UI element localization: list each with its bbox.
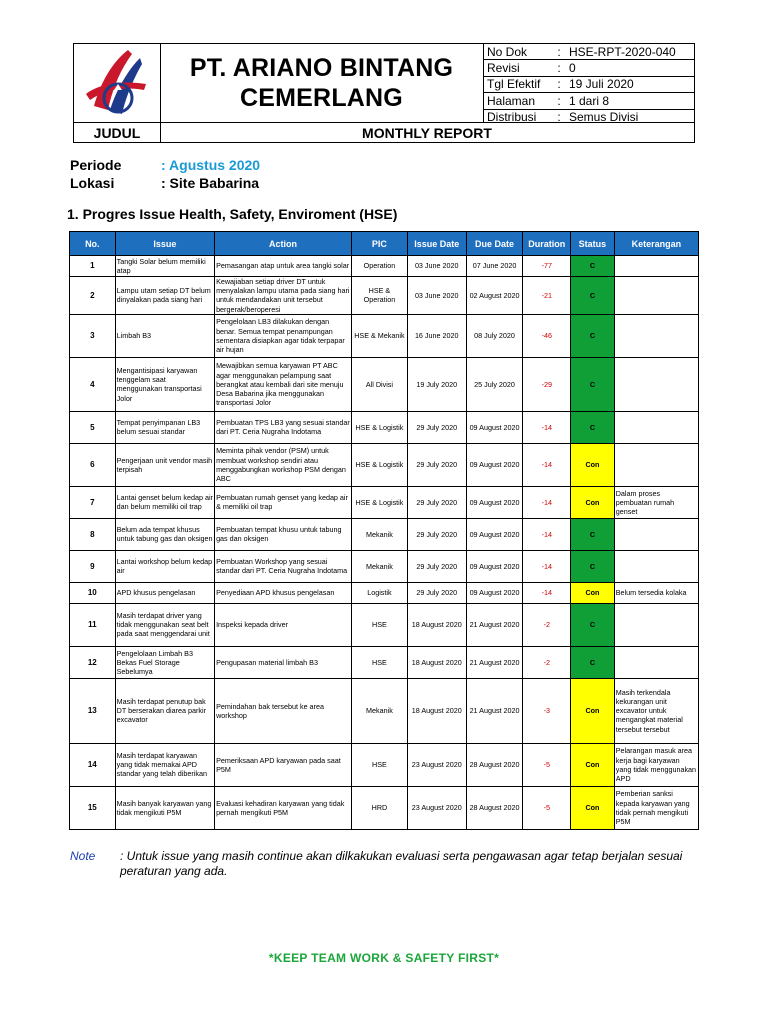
meta-row xyxy=(483,44,695,60)
cell-pic: Mekanik xyxy=(352,678,408,743)
cell-status: Con xyxy=(571,443,615,486)
cell-issue: Masih terdapat karyawan yang tidak memakai APD standar yang telah diberikan xyxy=(115,743,214,786)
cell-status: C xyxy=(571,550,615,582)
cell-duration: -21 xyxy=(523,277,571,315)
table-row xyxy=(70,256,699,277)
meta-key: Distribusi xyxy=(487,110,537,125)
cell-issue-date: 29 July 2020 xyxy=(407,486,466,518)
hse-issue-table xyxy=(69,231,699,830)
cell-due-date: 07 June 2020 xyxy=(466,256,523,277)
cell-no: 9 xyxy=(70,550,116,582)
cell-action: Penyediaan APD khusus pengelasan xyxy=(215,582,352,603)
cell-duration: -46 xyxy=(523,314,571,357)
cell-issue-date: 18 August 2020 xyxy=(407,603,466,646)
cell-duration: -14 xyxy=(523,550,571,582)
cell-due-date: 21 August 2020 xyxy=(466,646,523,678)
cell-issue-date: 29 July 2020 xyxy=(407,518,466,550)
cell-no: 8 xyxy=(70,518,116,550)
meta-value: 0 xyxy=(565,60,695,76)
cell-action: Pemindahan bak tersebut ke area workshop xyxy=(215,678,352,743)
cell-pic: HSE & Logistik xyxy=(352,443,408,486)
cell-issue-date: 23 August 2020 xyxy=(407,786,466,829)
cell-due-date: 28 August 2020 xyxy=(466,786,523,829)
lokasi-label: Lokasi xyxy=(70,175,115,191)
cell-issue: Tangki Solar belum memiliki atap xyxy=(115,256,214,277)
cell-action: Inspeksi kepada driver xyxy=(215,603,352,646)
meta-key: Revisi xyxy=(483,60,553,76)
column-header: Issue xyxy=(115,232,214,256)
cell-issue: Lantai genset belum kedap air dan belum memiliki oil trap xyxy=(115,486,214,518)
cell-due-date: 25 July 2020 xyxy=(466,357,523,411)
table-row xyxy=(70,582,699,603)
company-name xyxy=(160,44,484,122)
cell-duration: -29 xyxy=(523,357,571,411)
meta-value: Semus Divisi xyxy=(569,110,639,125)
cell-issue-date: 18 August 2020 xyxy=(407,646,466,678)
note-text: : Untuk issue yang masih continue akan dilkakukan evaluasi serta pengawasan agar tetap berjalan sesuai peraturan yang ada. xyxy=(120,849,683,878)
table-row xyxy=(70,786,699,829)
cell-ket: Belum tersedia kolaka xyxy=(614,582,698,603)
cell-duration: -77 xyxy=(523,256,571,277)
cell-ket: Masih terkendala kekurangan unit excavator untuk mengangkat material tersebut tersebut xyxy=(614,678,698,743)
cell-no: 6 xyxy=(70,443,116,486)
cell-action: Pembuatan Workshop yang sesuai standar dari PT. Ceria Nugraha Indotama xyxy=(215,550,352,582)
cell-status: C xyxy=(571,256,615,277)
footer-slogan: *KEEP TEAM WORK & SAFETY FIRST* xyxy=(268,951,500,965)
cell-ket xyxy=(614,603,698,646)
cell-no: 13 xyxy=(70,678,116,743)
cell-issue: APD khusus pengelasan xyxy=(115,582,214,603)
cell-issue-date: 29 July 2020 xyxy=(407,411,466,443)
column-header: Duration xyxy=(523,232,571,256)
cell-pic: Operation xyxy=(352,256,408,277)
cell-status: Con xyxy=(571,743,615,786)
meta-sep: : xyxy=(553,60,565,76)
cell-ket xyxy=(614,646,698,678)
cell-ket xyxy=(614,256,698,277)
meta-sep: : xyxy=(553,44,565,60)
cell-duration: -14 xyxy=(523,411,571,443)
cell-issue-date: 03 June 2020 xyxy=(407,256,466,277)
table-row xyxy=(70,550,699,582)
cell-issue: Masih banyak karyawan yang tidak mengikuti P5M xyxy=(115,786,214,829)
cell-due-date: 09 August 2020 xyxy=(466,486,523,518)
cell-issue: Masih terdapat driver yang tidak menggunakan seat belt pada saat menggendarai unit xyxy=(115,603,214,646)
table-row xyxy=(70,357,699,411)
cell-status: C xyxy=(571,357,615,411)
cell-action: Pengelolaan LB3 dilakukan dengan benar. Semua tempat penampungan sementara disiapkan agar tidak terpapar air hujan xyxy=(215,314,352,357)
cell-due-date: 09 August 2020 xyxy=(466,443,523,486)
column-header: Issue Date xyxy=(407,232,466,256)
cell-duration: -5 xyxy=(523,786,571,829)
meta-value: 1 dari 8 xyxy=(565,93,695,109)
cell-duration: -5 xyxy=(523,743,571,786)
column-header: Keterangan xyxy=(614,232,698,256)
table-row xyxy=(70,277,699,315)
meta-value: HSE-RPT-2020-040 xyxy=(565,44,695,60)
cell-due-date: 28 August 2020 xyxy=(466,743,523,786)
table-row xyxy=(70,443,699,486)
cell-action: Mewajibkan semua karyawan PT ABC agar menggunakan pelampung saat berangkat atau kembali dari site menuju Desa Babarina jika menggunakan transportasi Jolor xyxy=(215,357,352,411)
company-name-line1: PT. ARIANO BINTANG xyxy=(189,54,454,82)
cell-duration: -14 xyxy=(523,582,571,603)
cell-issue: Belum ada tempat khusus untuk tabung gas dan oksigen xyxy=(115,518,214,550)
table-row xyxy=(70,646,699,678)
cell-pic: HSE xyxy=(352,743,408,786)
cell-duration: -14 xyxy=(523,443,571,486)
column-header: PIC xyxy=(352,232,408,256)
cell-issue-date: 29 July 2020 xyxy=(407,582,466,603)
cell-status: C xyxy=(571,411,615,443)
cell-issue-date: 29 July 2020 xyxy=(407,550,466,582)
cell-pic: HRD xyxy=(352,786,408,829)
table-row xyxy=(70,678,699,743)
cell-due-date: 09 August 2020 xyxy=(466,411,523,443)
meta-sep: : xyxy=(557,110,561,125)
column-header: Due Date xyxy=(466,232,523,256)
table-row xyxy=(70,603,699,646)
column-header: Status xyxy=(571,232,615,256)
meta-key: Tgl Efektif xyxy=(483,76,553,92)
note-label: Note xyxy=(70,849,96,863)
cell-no: 4 xyxy=(70,357,116,411)
cell-action: Pemasangan atap untuk area tangki solar xyxy=(215,256,352,277)
cell-due-date: 09 August 2020 xyxy=(466,550,523,582)
cell-no: 14 xyxy=(70,743,116,786)
cell-issue-date: 19 July 2020 xyxy=(407,357,466,411)
meta-sep: : xyxy=(553,93,565,109)
cell-duration: -2 xyxy=(523,646,571,678)
cell-issue-date: 23 August 2020 xyxy=(407,743,466,786)
cell-status: C xyxy=(571,603,615,646)
cell-status: Con xyxy=(571,582,615,603)
cell-duration: -14 xyxy=(523,518,571,550)
cell-ket xyxy=(614,550,698,582)
table-row xyxy=(70,518,699,550)
cell-issue: Mengantisipasi karyawan tenggelam saat menggunakan transportasi Jolor xyxy=(115,357,214,411)
cell-ket: Dalam proses pembuatan rumah genset xyxy=(614,486,698,518)
cell-status: C xyxy=(571,277,615,315)
column-header: No. xyxy=(70,232,116,256)
cell-action: Evaluasi kehadiran karyawan yang tidak pernah mengikuti P5M xyxy=(215,786,352,829)
cell-issue-date: 03 June 2020 xyxy=(407,277,466,315)
cell-no: 12 xyxy=(70,646,116,678)
cell-action: Pembuatan rumah genset yang kedap air & memiliki oil trap xyxy=(215,486,352,518)
cell-issue: Pengerjaan unit vendor masih terpisah xyxy=(115,443,214,486)
meta-row xyxy=(483,76,695,92)
document-header xyxy=(73,43,695,143)
cell-pic: HSE & Mekanik xyxy=(352,314,408,357)
cell-due-date: 21 August 2020 xyxy=(466,678,523,743)
cell-action: Pembuatan tempat khusu untuk tabung gas dan oksigen xyxy=(215,518,352,550)
cell-action: Kewajiaban setiap driver DT untuk menyalakan lampu utama pada siang hari untuk mendandakan unit tersebut bergerak/beroperesi xyxy=(216,277,350,314)
column-header: Action xyxy=(215,232,352,256)
lokasi-value: : Site Babarina xyxy=(161,175,260,191)
table-row xyxy=(70,314,699,357)
cell-ket xyxy=(614,518,698,550)
cell-no: 3 xyxy=(70,314,116,357)
cell-pic: HSE xyxy=(352,603,408,646)
cell-issue: Lampu utam setiap DT belum dinyalakan pada siang hari xyxy=(115,277,214,315)
cell-action: Pemeriksaan APD karyawan pada saat P5M xyxy=(215,743,352,786)
company-name-line2: CEMERLANG xyxy=(240,84,403,112)
cell-ket xyxy=(614,277,698,315)
cell-due-date: 09 August 2020 xyxy=(466,518,523,550)
cell-ket: Pelarangan masuk area kerja bagi karyawan yang tidak menggunakan APD xyxy=(614,743,698,786)
cell-no: 1 xyxy=(70,256,116,277)
cell-duration: -2 xyxy=(523,603,571,646)
meta-value: 19 Juli 2020 xyxy=(565,76,695,92)
cell-no: 11 xyxy=(70,603,116,646)
cell-pic: Mekanik xyxy=(352,518,408,550)
cell-issue: Limbah B3 xyxy=(115,314,214,357)
cell-status: C xyxy=(571,518,615,550)
cell-pic: All Divisi xyxy=(352,357,408,411)
cell-no: 15 xyxy=(70,786,116,829)
cell-no: 10 xyxy=(70,582,116,603)
cell-duration: -3 xyxy=(523,678,571,743)
cell-action: Meminta pihak vendor (PSM) untuk membuat workshop sendiri atau menggabungkan workshop PSM dengan ABC xyxy=(215,443,352,486)
cell-ket: Pemberian sanksi kepada karyawan yang tidak pernah mengikuti P5M xyxy=(614,786,698,829)
cell-issue: Lantai workshop belum kedap air xyxy=(115,550,214,582)
table-row xyxy=(70,743,699,786)
periode-value: : Agustus 2020 xyxy=(161,157,261,173)
section-title: 1. Progres Issue Health, Safety, Enviroment (HSE) xyxy=(67,206,398,222)
cell-duration: -14 xyxy=(523,486,571,518)
cell-due-date: 08 July 2020 xyxy=(466,314,523,357)
cell-no: 2 xyxy=(70,277,116,315)
company-logo-icon xyxy=(74,44,160,122)
meta-key: Halaman xyxy=(483,93,553,109)
cell-pic: Logistik xyxy=(352,582,408,603)
cell-pic: HSE & Operation xyxy=(352,277,408,315)
cell-issue: Tempat penyimpanan LB3 belum sesuai standar xyxy=(115,411,214,443)
cell-no: 5 xyxy=(70,411,116,443)
cell-ket xyxy=(614,443,698,486)
cell-pic: Mekanik xyxy=(352,550,408,582)
cell-status: C xyxy=(571,646,615,678)
judul-label: JUDUL xyxy=(74,122,161,143)
cell-no: 7 xyxy=(70,486,116,518)
cell-ket xyxy=(614,411,698,443)
document-meta-table xyxy=(483,44,695,125)
cell-action: Pengupasan material limbah B3 xyxy=(215,646,352,678)
cell-status: Con xyxy=(571,486,615,518)
meta-sep: : xyxy=(553,76,565,92)
cell-status: Con xyxy=(571,786,615,829)
cell-pic: HSE xyxy=(352,646,408,678)
cell-ket xyxy=(614,314,698,357)
meta-key: No Dok xyxy=(483,44,553,60)
cell-issue: Pengelolaan Limbah B3 Bekas Fuel Storage Sebelumya xyxy=(115,646,214,678)
cell-pic: HSE & Logistik xyxy=(352,411,408,443)
meta-row xyxy=(483,60,695,76)
cell-due-date: 09 August 2020 xyxy=(466,582,523,603)
cell-action: Pembuatan TPS LB3 yang sesuai standar dari PT. Ceria Nugraha Indotama xyxy=(215,411,352,443)
report-title: MONTHLY REPORT xyxy=(160,122,694,143)
meta-row xyxy=(483,93,695,109)
cell-due-date: 21 August 2020 xyxy=(466,603,523,646)
periode-label: Periode xyxy=(70,157,122,173)
cell-issue: Masih terdapat penutup bak DT berserakan diarea parkir excavator xyxy=(115,678,214,743)
cell-issue-date: 29 July 2020 xyxy=(407,443,466,486)
cell-due-date: 02 August 2020 xyxy=(466,277,523,315)
table-header-row xyxy=(70,232,699,256)
company-logo xyxy=(74,44,161,122)
table-row xyxy=(70,486,699,518)
cell-status: C xyxy=(571,314,615,357)
cell-pic: HSE & Logistik xyxy=(352,486,408,518)
cell-status: Con xyxy=(571,678,615,743)
cell-issue-date: 18 August 2020 xyxy=(407,678,466,743)
cell-issue-date: 16 June 2020 xyxy=(407,314,466,357)
cell-ket xyxy=(614,357,698,411)
table-row xyxy=(70,411,699,443)
